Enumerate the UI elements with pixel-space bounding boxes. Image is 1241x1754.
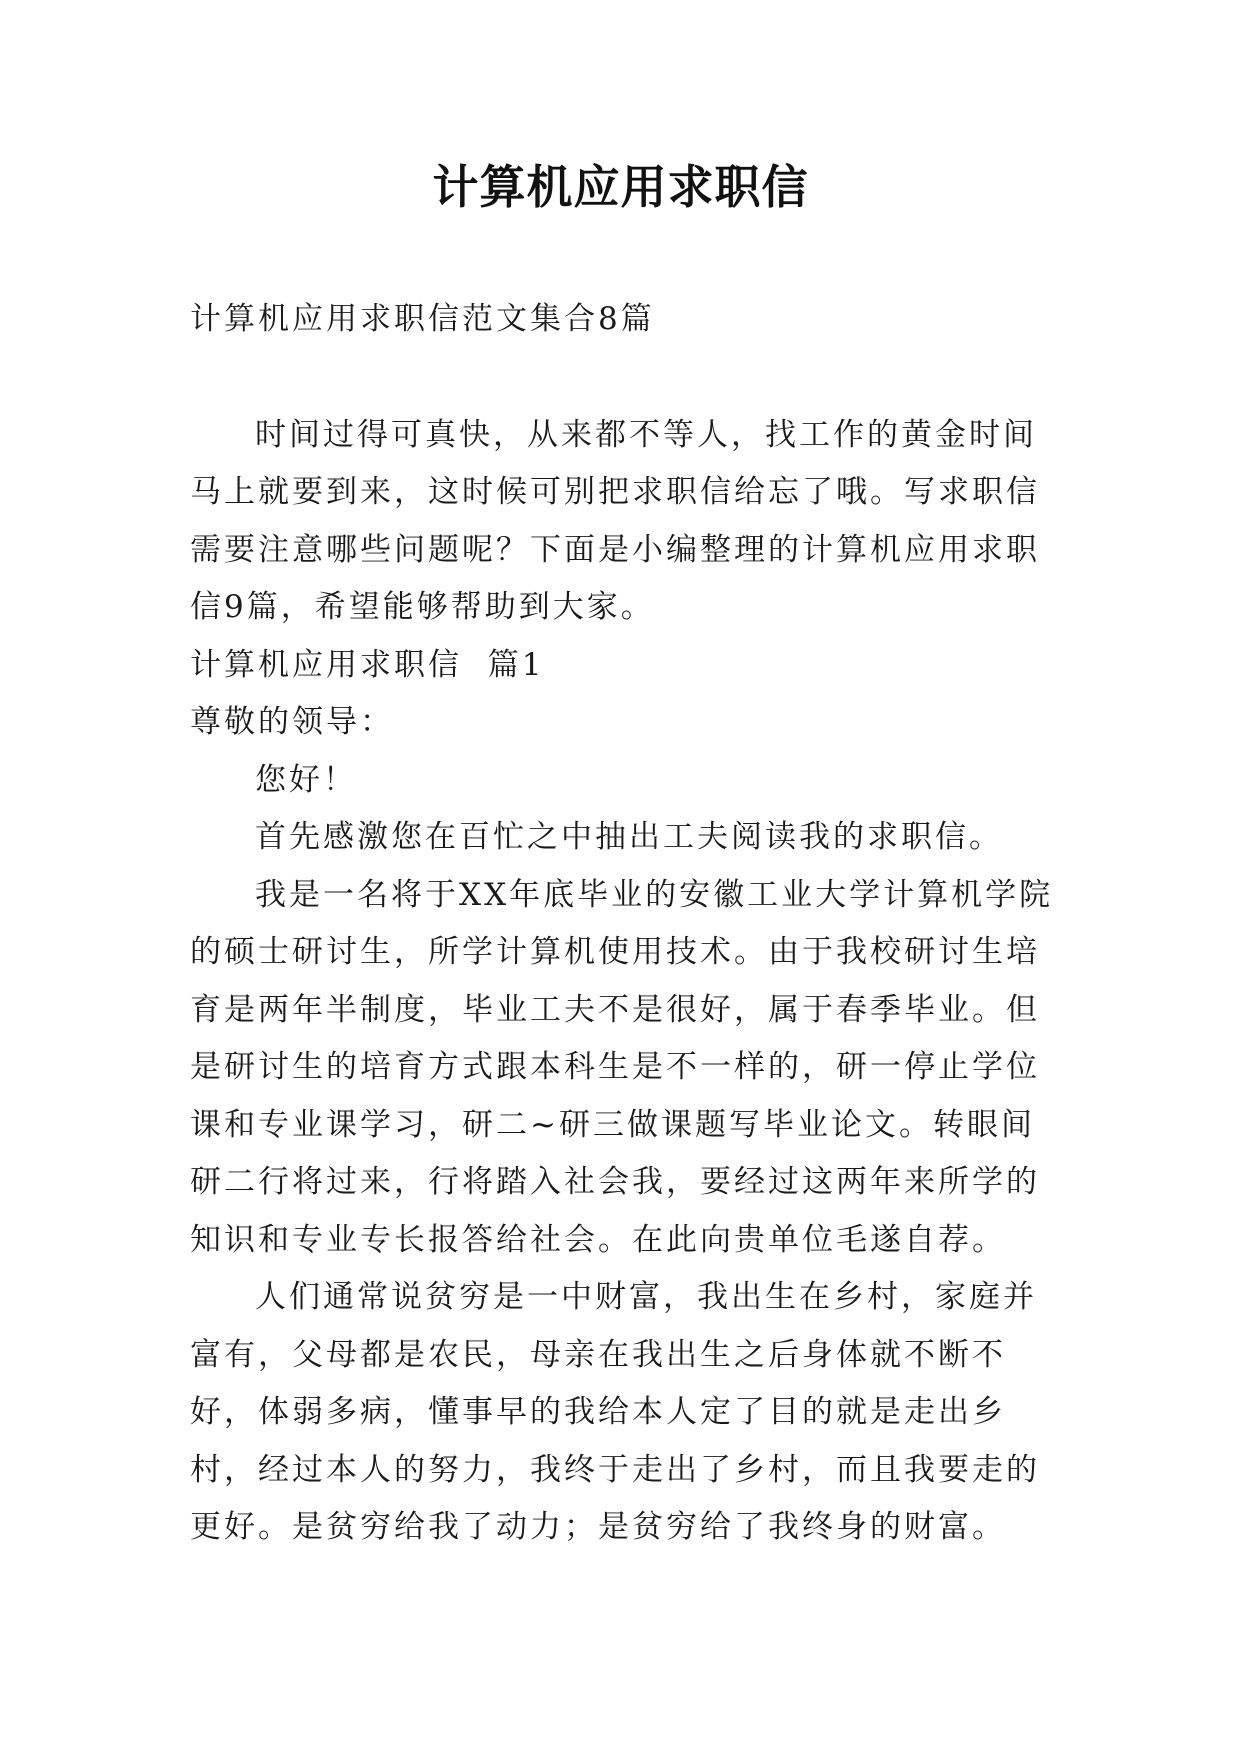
paragraph-gap (190, 349, 1060, 407)
document-body (190, 291, 1060, 1557)
document-subtitle: 计算机应用求职信范文集合8篇 (190, 301, 655, 337)
salutation: 尊敬的领导： (190, 704, 394, 740)
body-paragraph-3: 人们通常说贫穷是一中财富，我出生在乡村，家庭并富有，父母都是农民，母亲在我出生之后身体就不断不好，体弱多病，懂事早的我给本人定了目的就是走出乡村，经过本人的努力，我终于走出了乡村，而且我要走的更好。是贫穷给我了动力；是贫穷给了我终身的财富。 (190, 1279, 1040, 1545)
body-paragraph-1: 首先感激您在百忙之中抽出工夫阅读我的求职信。 (255, 819, 1003, 855)
page-title: 计算机应用求职信 (432, 160, 809, 214)
body-paragraph-2: 我是一名将于XX年底毕业的安徽工业大学计算机学院的硕士研讨生，所学计算机使用技术。由于我校研讨生培育是两年半制度，毕业工夫不是很好，属于春季毕业。但是研讨生的培育方式跟本科生是不一样的，研一停止学位课和专业课学习，研二~研三做课题写毕业论文。转眼间研二行将过来，行将踏入社会我，要经过这两年来所学的知识和专业专长报答给社会。在此向贵单位毛遂自荐。 (190, 876, 1054, 1258)
section-heading: 计算机应用求职信 篇1 (190, 646, 545, 683)
greeting: 您好！ (255, 761, 357, 798)
intro-paragraph: 时间过得可真快，从来都不等人，找工作的黄金时间马上就要到来，这时候可别把求职信给忘了哦。写求职信需要注意哪些问题呢？下面是小编整理的计算机应用求职信9篇，希望能够帮助到大家。 (190, 416, 1040, 625)
